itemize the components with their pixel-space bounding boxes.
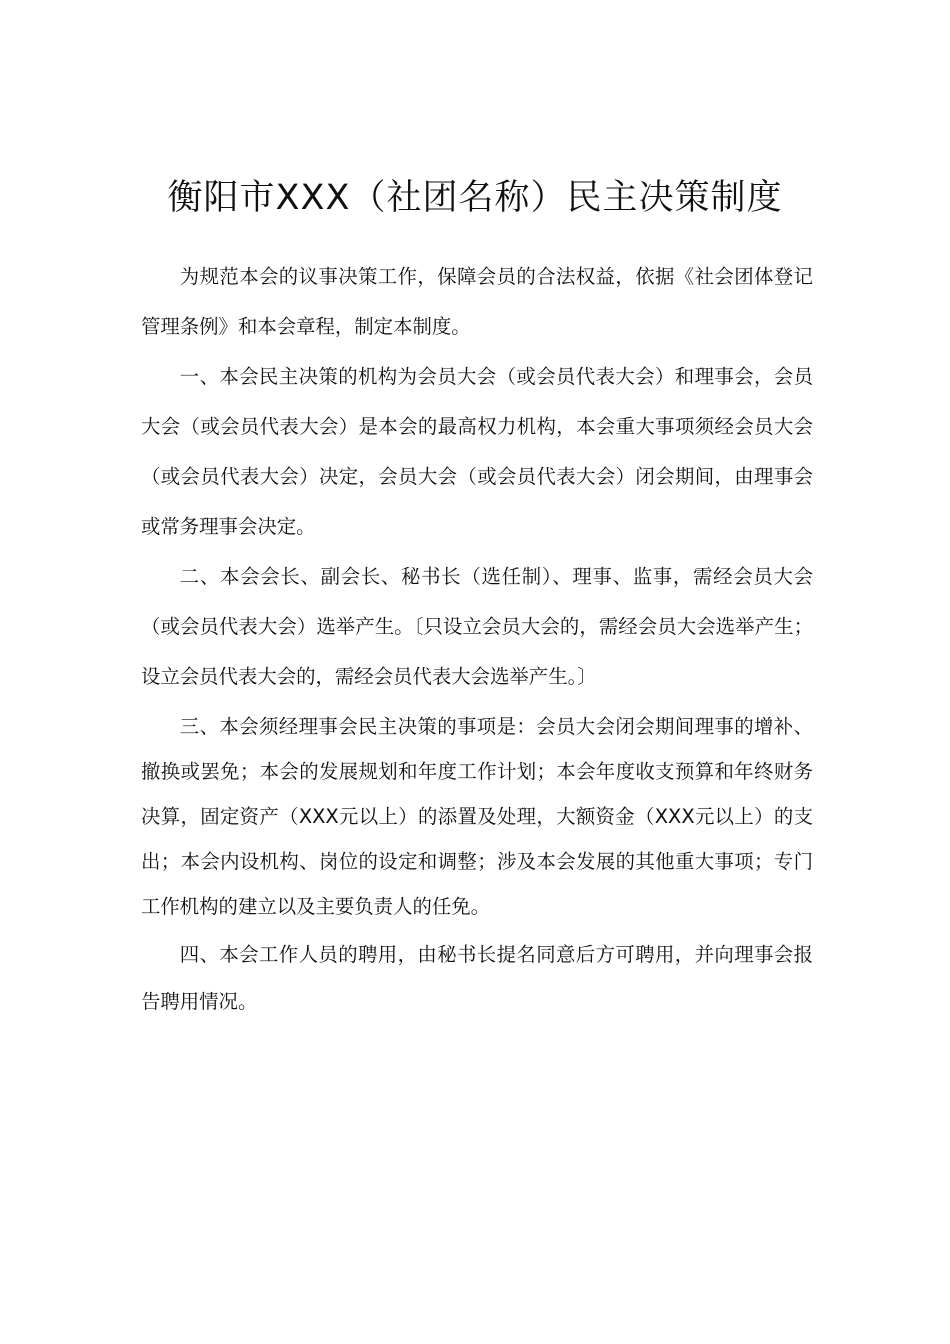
paragraph-section-2: 二、本会会长、副会长、秘书长（选任制）、理事、监事，需经会员大会（或会员代表大会）选举产生。〔只设立会员大会的，需经会员大会选举产生；设立会员代表大会的，需经会员代表大会选举产生。〕 [141, 565, 813, 688]
document-body [141, 252, 813, 1025]
paragraph-section-1: 一、本会民主决策的机构为会员大会（或会员代表大会）和理事会，会员大会（或会员代表大会）是本会的最高权力机构，本会重大事项须经会员大会（或会员代表大会）决定，会员大会（或会员代表大会）闭会期间，由理事会或常务理事会决定。 [141, 365, 813, 538]
paragraph-section-3: 三、本会须经理事会民主决策的事项是：会员大会闭会期间理事的增补、撤换或罢免；本会的发展规划和年度工作计划；本会年度收支预算和年终财务决算，固定资产（XXX元以上）的添置及处理，大额资金（XXX元以上）的支出；本会内设机构、岗位的设定和调整；涉及本会发展的其他重大事项；专门工作机构的建立以及主要负责人的任免。 [141, 715, 813, 918]
paragraph-section-4: 四、本会工作人员的聘用，由秘书长提名同意后方可聘用，并向理事会报告聘用情况。 [141, 943, 813, 1013]
paragraph-intro: 为规范本会的议事决策工作，保障会员的合法权益，依据《社会团体登记管理条例》和本会章程，制定本制度。 [141, 265, 813, 338]
document-title: 衡阳市XXX（社团名称）民主决策制度 [167, 178, 783, 219]
